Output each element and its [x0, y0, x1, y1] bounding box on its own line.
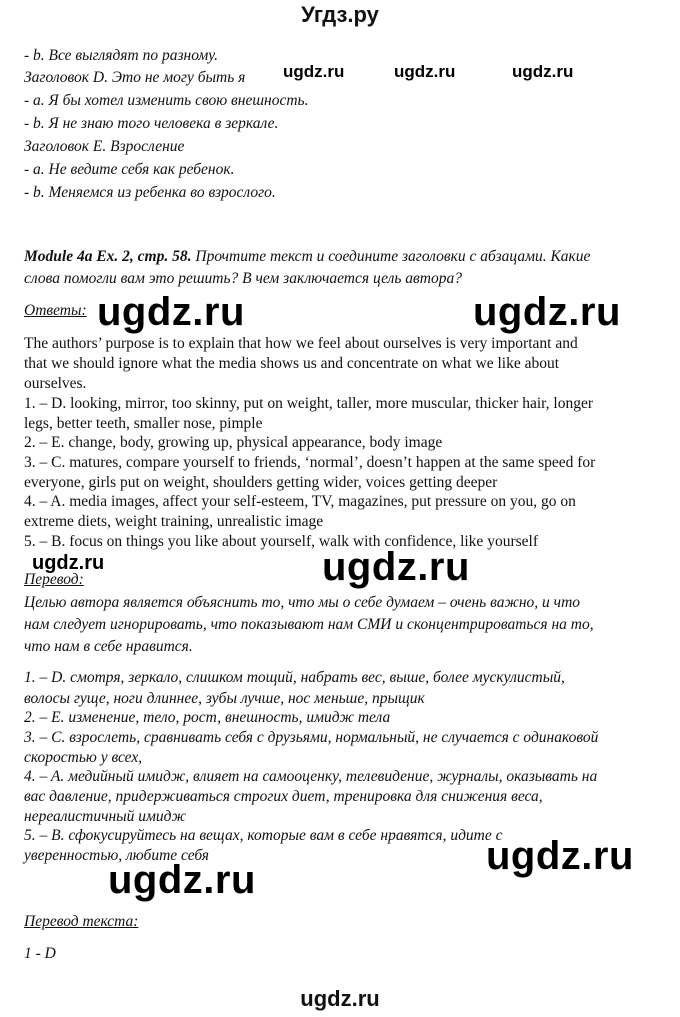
last-line: 1 - D	[24, 945, 56, 962]
top-line-2: Заголовок D. Это не могу быть я	[24, 69, 246, 86]
translation-label: Перевод:	[24, 571, 84, 588]
answers-line-6: 2. – E. change, body, growing up, physical appearance, body image	[24, 434, 443, 451]
translation-answer-7: вас давление, придерживаться строгих диет, тренировка для снижения веса,	[24, 788, 543, 805]
answers-line-7: 3. – C. matures, compare yourself to friends, ‘normal’, doesn’t happen at the same speed for	[24, 454, 596, 471]
answers-label: Ответы:	[24, 302, 87, 319]
site-header: Угдз.ру	[301, 2, 379, 27]
watermark-big-1: ugdz.ru	[97, 290, 245, 334]
answers-line-4: 1. – D. looking, mirror, too skinny, put on weight, taller, more muscular, thicker hair, longer	[24, 395, 594, 412]
translation-line-3: что нам в себе нравится.	[24, 638, 193, 655]
watermark-big-4: ugdz.ru	[486, 834, 634, 878]
watermark-big-2: ugdz.ru	[473, 290, 621, 334]
translation-answer-3: 2. – E. изменение, тело, рост, внешность, имидж тела	[24, 709, 391, 726]
watermark-small-3: ugdz.ru	[512, 62, 574, 81]
top-line-4: - b. Я не знаю того человека в зеркале.	[24, 115, 279, 132]
top-line-7: - b. Меняемся из ребенка во взрослого.	[24, 184, 276, 201]
answers-line-11: 5. – B. focus on things you like about yourself, walk with confidence, like yourself	[24, 533, 538, 550]
translation-answer-9: 5. – B. сфокусируйтесь на вещах, которые вам в себе нравятся, идите с	[24, 827, 503, 844]
top-line-3: - a. Я бы хотел изменить свою внешность.	[24, 92, 309, 109]
watermark-small-2: ugdz.ru	[394, 62, 456, 81]
translation-line-2: нам следует игнорировать, что показывают нам СМИ и сконцентрироваться на то,	[24, 616, 594, 633]
translation-answer-2: волосы гуще, ноги длиннее, зубы лучше, нос меньше, прыщик	[24, 690, 425, 707]
top-line-1: - b. Все выглядят по разному.	[24, 47, 219, 64]
top-line-6: - a. Не ведите себя как ребенок.	[24, 161, 235, 178]
watermark-big-5: ugdz.ru	[108, 858, 256, 902]
task-text-1: Прочтите текст и соедините заголовки с абзацами. Какие	[191, 248, 591, 265]
answers-line-9: 4. – A. media images, affect your self-esteem, TV, magazines, put pressure on you, go on	[24, 493, 576, 510]
translation-answer-1: 1. – D. смотря, зеркало, слишком тощий, набрать вес, выше, более мускулистый,	[24, 669, 565, 686]
answers-line-3: ourselves.	[24, 375, 87, 392]
answers-line-2: that we should ignore what the media shows us and concentrate on what we like about	[24, 355, 560, 372]
answers-line-1: The authors’ purpose is to explain that how we feel about ourselves is very important and	[24, 335, 578, 352]
watermark-small-1: ugdz.ru	[283, 62, 345, 81]
site-footer: ugdz.ru	[300, 986, 380, 1011]
answers-line-5: legs, better teeth, smaller nose, pimple	[24, 415, 263, 432]
translation-answer-8: нереалистичный имидж	[24, 808, 186, 825]
text-translation-label: Перевод текста:	[24, 913, 139, 930]
translation-answer-5: скоростью у всех,	[24, 749, 143, 766]
task-line-2: слова помогли вам это решить? В чем заключается цель автора?	[24, 270, 462, 287]
answers-line-10: extreme diets, weight training, unrealistic image	[24, 513, 324, 530]
translation-answer-4: 3. – C. взрослеть, сравнивать себя с друзьями, нормальный, не случается с одинаковой	[24, 729, 599, 746]
translation-answer-10: уверенностью, любите себя	[24, 847, 209, 864]
translation-answer-6: 4. – A. медийный имидж, влияет на самооценку, телевидение, журналы, оказывать на	[24, 768, 598, 785]
translation-line-1: Целью автора является объяснить то, что мы о себе думаем – очень важно, и что	[24, 594, 581, 611]
top-line-5: Заголовок E. Взросление	[24, 138, 185, 155]
task-reference: Module 4a Ex. 2, стр. 58.	[24, 248, 192, 265]
watermark-mid-1: ugdz.ru	[32, 552, 105, 574]
answers-line-8: everyone, girls put on weight, shoulders getting wider, voices getting deeper	[24, 474, 498, 491]
task-line-1	[24, 246, 590, 268]
watermark-big-3: ugdz.ru	[322, 545, 470, 589]
